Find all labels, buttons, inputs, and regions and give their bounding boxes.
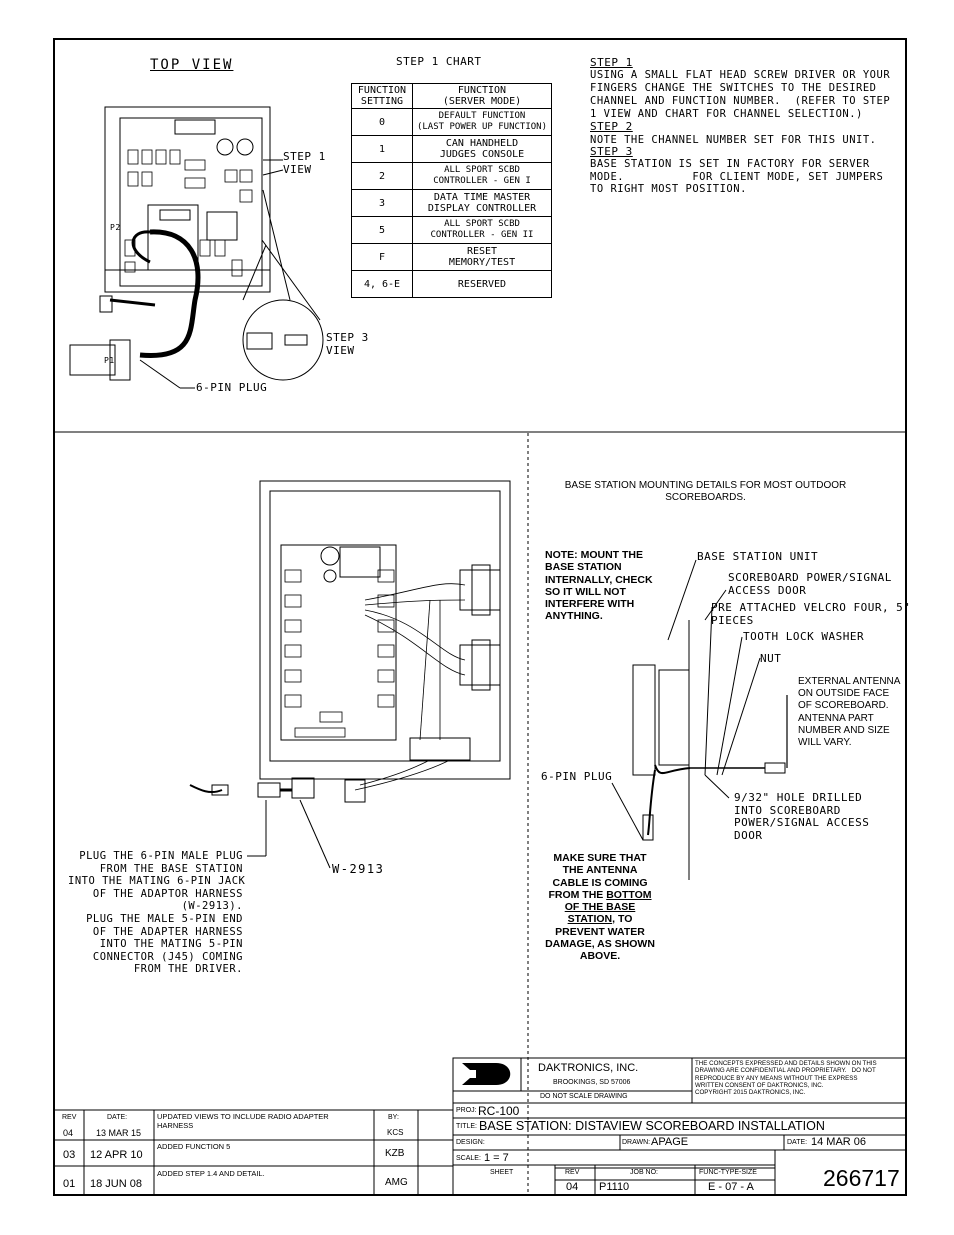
job-value: P1110 xyxy=(599,1181,630,1193)
enclosure-drawing xyxy=(190,481,510,868)
chart-setting: 0 xyxy=(352,109,413,136)
rev-value: 04 xyxy=(566,1181,579,1193)
rev-by-header: BY: xyxy=(388,1114,399,1121)
scale-label: SCALE: xyxy=(456,1155,481,1162)
drawn-value: APAGE xyxy=(651,1136,689,1148)
rev-number: 03 xyxy=(63,1149,76,1161)
job-label: JOB NO: xyxy=(630,1169,659,1176)
six-pin-plug-label: 6-PIN PLUG xyxy=(196,381,268,394)
chart-function: DATA TIME MASTER DISPLAY CONTROLLER xyxy=(413,190,552,217)
rev-date: 18 JUN 08 xyxy=(90,1178,142,1190)
daktronics-logo xyxy=(462,1063,510,1085)
cable-note-part: OF THE BASE xyxy=(564,901,636,914)
chart-function: RESET MEMORY/TEST xyxy=(413,244,552,271)
cable-note-part: , TO PREVENT WATER DAMAGE, AS SHOWN ABOVE. xyxy=(545,913,655,963)
company-city: BROOKINGS, SD 57006 xyxy=(553,1079,631,1086)
nut-label: NUT xyxy=(760,652,782,665)
chart-function: ALL SPORT SCBD CONTROLLER - GEN II xyxy=(413,217,552,244)
sheet-label: SHEET xyxy=(490,1169,514,1176)
rev-by: AMG xyxy=(385,1177,408,1188)
company-name: DAKTRONICS, INC. xyxy=(538,1062,639,1074)
func-value: E - 07 - A xyxy=(708,1181,754,1193)
date-value: 14 MAR 06 xyxy=(811,1136,867,1148)
rev-description: ADDED FUNCTION 5 xyxy=(157,1142,231,1151)
rev-date: 12 APR 10 xyxy=(90,1149,143,1161)
scale-value: 1 = 7 xyxy=(484,1152,509,1164)
function-chart xyxy=(351,83,552,298)
rev-by: KCS xyxy=(387,1128,404,1137)
chart-title: STEP 1 CHART xyxy=(396,55,482,68)
mount-note: NOTE: MOUNT THE BASE STATION INTERNALLY, CHECK SO IT WILL NOT INTERFERE WITH ANYTHING. xyxy=(545,549,653,623)
drawn-label: DRAWN: xyxy=(622,1139,651,1146)
drawing-title: BASE STATION: DISTAVIEW SCOREBOARD INSTALLATION xyxy=(479,1119,825,1133)
title-label: TITLE: xyxy=(456,1123,478,1130)
rev-date: 13 MAR 15 xyxy=(96,1128,142,1138)
chart-setting: 3 xyxy=(352,190,413,217)
washer-label: TOOTH LOCK WASHER xyxy=(743,630,865,643)
rev-date-header: DATE: xyxy=(107,1114,128,1121)
chart-setting: 4, 6-E xyxy=(352,271,413,298)
plug-instructions: PLUG THE 6-PIN MALE PLUG FROM THE BASE STATION INTO THE MATING 6-PIN JACK OF THE ADAPTOR HARNESS (W-2913). PLUG THE MALE 5-PIN END OF THE ADAPTER HARNESS INTO THE MATING 5-PIN CONNECTOR (J45) COMING FROM THE DRIVER. xyxy=(68,850,246,976)
p2-label: P2 xyxy=(110,223,121,232)
rev-description: UPDATED VIEWS TO INCLUDE RADIO ADAPTER HARNESS xyxy=(157,1112,329,1130)
rev-by: KZB xyxy=(385,1148,405,1159)
step2-label: STEP 2 xyxy=(590,120,633,133)
velcro-label: PRE ATTACHED VELCRO FOUR, 5" PIECES xyxy=(711,601,911,627)
p1-label: P1 xyxy=(104,356,115,365)
chart-function: ALL SPORT SCBD CONTROLLER - GEN I xyxy=(413,163,552,190)
func-label: FUNC-TYPE-SIZE xyxy=(699,1169,757,1176)
rev-number: 01 xyxy=(63,1178,76,1190)
step3-text: BASE STATION IS SET IN FACTORY FOR SERVER MODE. FOR CLIENT MODE, SET JUMPERS TO RIGHT MOST POSITION. xyxy=(590,158,884,195)
base-station-unit-label: BASE STATION UNIT xyxy=(697,550,819,563)
chart-function: DEFAULT FUNCTION (LAST POWER UP FUNCTION) xyxy=(413,109,552,136)
chart-header-setting: FUNCTION SETTING xyxy=(352,84,413,109)
step1-text: USING A SMALL FLAT HEAD SCREW DRIVER OR YOUR FINGERS CHANGE THE SWITCHES TO THE DESIRED CHANNEL AND FUNCTION NUMBER. (REFER TO STEP 1 VIEW AND CHART FOR CHANNEL SELECTION.) xyxy=(590,69,891,120)
no-scale-note: DO NOT SCALE DRAWING xyxy=(540,1093,628,1100)
six-pin-plug-detail-label: 6-PIN PLUG xyxy=(541,770,613,783)
rev-number: 04 xyxy=(63,1128,74,1138)
proj-value: RC-100 xyxy=(478,1104,520,1118)
step1-label: STEP 1 xyxy=(590,56,633,69)
chart-setting: 1 xyxy=(352,136,413,163)
mounting-heading: BASE STATION MOUNTING DETAILS FOR MOST OUTDOOR SCOREBOARDS. xyxy=(564,480,847,503)
step2-text: NOTE THE CHANNEL NUMBER SET FOR THIS UNIT. xyxy=(590,134,877,146)
design-label: DESIGN: xyxy=(456,1139,485,1146)
step1-view-label: STEP 1 VIEW xyxy=(283,150,326,176)
rev-description: ADDED STEP 1.4 AND DETAIL. xyxy=(157,1169,265,1178)
chart-setting: F xyxy=(352,244,413,271)
chart-header-function: FUNCTION (SERVER MODE) xyxy=(413,84,552,109)
cable-note-bottom: BOTTOM xyxy=(606,888,652,901)
rev-label: REV xyxy=(565,1169,580,1176)
proj-label: PROJ: xyxy=(456,1107,477,1114)
chart-setting: 5 xyxy=(352,217,413,244)
top-view-title: TOP VIEW xyxy=(150,57,234,73)
cable-note-station: STATION xyxy=(567,913,613,926)
hole-label: 9/32" HOLE DRILLED INTO SCOREBOARD POWER/SIGNAL ACCESS DOOR xyxy=(734,791,870,842)
step3-label: STEP 3 xyxy=(590,145,633,158)
drawing-number: 266717 xyxy=(823,1165,900,1191)
confidential-note: THE CONCEPTS EXPRESSED AND DETAILS SHOWN ON THIS DRAWING ARE CONFIDENTIAL AND PROPRIETARY. DO NOT REPRODUCE BY ANY MEANS WITHOUT THE EXPRESS WRITTEN CONSENT OF DAKTRONICS, INC. COPYRIGHT 2015 DAKTRONICS, INC. xyxy=(695,1060,877,1097)
chart-setting: 2 xyxy=(352,163,413,190)
cable-note xyxy=(540,852,660,963)
antenna-label: EXTERNAL ANTENNA ON OUTSIDE FACE OF SCOREBOARD. ANTENNA PART NUMBER AND SIZE WILL VARY. xyxy=(798,676,901,749)
rev-header: REV xyxy=(62,1114,77,1121)
chart-function: CAN HANDHELD JUDGES CONSOLE xyxy=(413,136,552,163)
chart-function: RESERVED xyxy=(413,271,552,298)
date-label: DATE: xyxy=(787,1139,808,1146)
step3-view-label: STEP 3 VIEW xyxy=(326,331,369,357)
access-door-label: SCOREBOARD POWER/SIGNAL ACCESS DOOR xyxy=(728,571,892,597)
cable-note-part: MAKE SURE THAT THE ANTENNA CABLE IS COMING FROM THE xyxy=(548,852,648,901)
harness-label: W-2913 xyxy=(332,862,385,876)
